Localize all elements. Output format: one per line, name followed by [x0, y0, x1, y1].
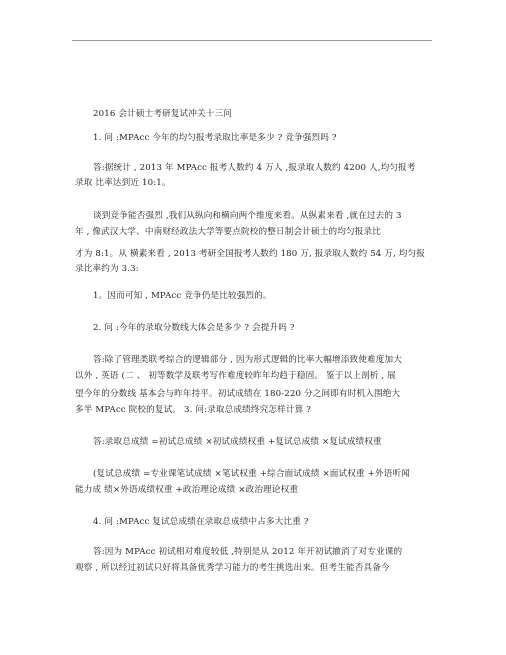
- answer-2-line: 以外 , 英语 (二 、 初等数学及联考写作难度较昨年均趋于稳固。 鉴于以上剖析 , 展: [75, 371, 396, 381]
- answer-2-line: 多半 MPAcc 院校的复试。 3. 问:录取总成绩终究怎样计算 ?: [75, 405, 311, 415]
- answer-3-line: (复试总成绩 =专业课笔试成绩 ×笔试权重 +综合面试成绩 ×面试权重 +外语听闻: [93, 469, 410, 479]
- answer-3-line: 答:录取总成绩 =初试总成绩 ×初试成绩权重 +复试总成绩 ×复试成绩权重: [93, 437, 382, 447]
- paragraph-line: 1。因而可知 , MPAcc 竞争仍是比较强烈的。: [93, 291, 272, 301]
- answer-2-line: 望今年的分数线 基本会与昨年持平。初试成绩在 180-220 分之间即有时机入围绝大: [75, 389, 401, 399]
- paragraph-line: 录比率约为 3.3:: [75, 264, 139, 274]
- document-title: 2016 会计硕士考研复试冲关十三问: [93, 109, 233, 119]
- answer-1-line-2: 录取 比率达到近 10:1。: [75, 178, 171, 188]
- paragraph-line: 年 , 像武汉大学、中南财经政法大学等要点院校的整日制会计硕士的均匀报录比: [75, 227, 381, 237]
- answer-1-line-1: 答:据统计 , 2013 年 MPAcc 报考人数约 4 万人 ,报录取人数约 4200 人,均匀报考: [93, 163, 416, 173]
- answer-3-line: 能力成 绩×外语成绩权重 +政治理论成绩 ×政治理论权重: [75, 485, 299, 495]
- header-rule: [72, 40, 432, 41]
- question-1: 1. 问 :MPAcc 今年的均匀报考录取比率是多少 ? 竞争强烈吗 ?: [93, 133, 337, 143]
- answer-4-line: 答:因为 MPAcc 初试相对难度较低 ,特别是从 2012 年开初试撤消了对专业课的: [93, 547, 403, 557]
- question-2: 2. 问 :今年的录取分数线大体会是多少 ? 会提升吗 ?: [93, 323, 295, 333]
- paragraph-line: 谈到竞争能否强烈 ,我们从纵向和横向两个维度来看。从纵素来看 ,就在过去的 3: [93, 211, 402, 221]
- answer-4-line: 观察 , 所以经过初试只好将具备优秀学习能力的考生挑选出来。但考生能否具备今: [75, 563, 390, 573]
- answer-2-line: 答:除了管理类联考综合的逻辑部分 , 因为形式逻辑的比率大幅增添致使难度加大: [93, 355, 402, 365]
- question-4: 4. 问 :MPAcc 复试总成绩在录取总成绩中占多大比重 ?: [93, 517, 309, 527]
- paragraph-line: 才为 8:1。从 横素来看 , 2013 考研全国报考人数约 180 万, 报录取人数约 54 万, 均匀报: [75, 249, 426, 259]
